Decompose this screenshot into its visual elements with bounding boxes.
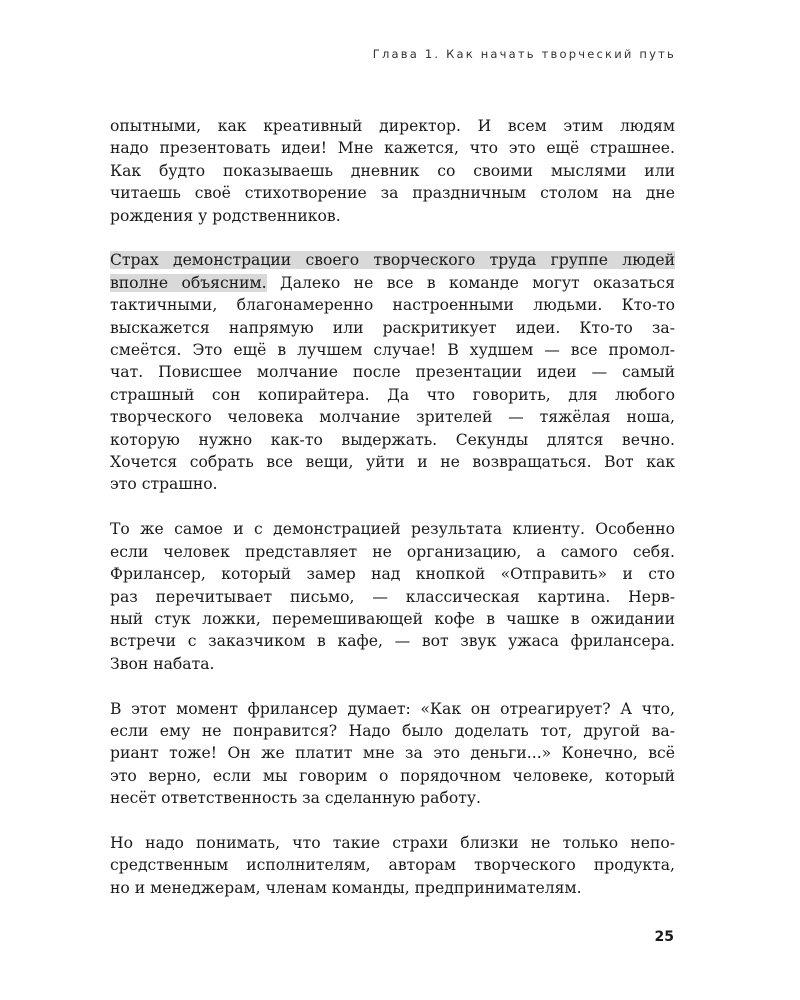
- body-text: [110, 115, 675, 922]
- text-line: если человек представляет не организацию, а самого себя.: [110, 542, 675, 561]
- text-line: это страшно.: [110, 475, 218, 494]
- highlighted-text: Страх демонстрации своего творческого труда группе людей: [110, 251, 675, 270]
- paragraph-4: [110, 698, 675, 810]
- text-line: риант тоже! Он же платит мне за это деньги...» Конечно, всё: [110, 744, 675, 763]
- text-line: выскажется напрямую или раскритикует идеи. Кто-то за-: [110, 318, 675, 337]
- text-line: несёт ответственность за сделанную работу.: [110, 789, 481, 808]
- text-line: если ему не понравится? Надо было доделать тот, другой ва-: [110, 721, 675, 740]
- paragraph-1: [110, 115, 675, 227]
- text-line: Хочется собрать все вещи, уйти и не возвращаться. Вот как: [110, 453, 675, 472]
- text-line: [110, 249, 675, 271]
- text-fragment: Далеко не все в команде могут оказаться: [266, 273, 676, 292]
- text-line: Фрилансер, который замер над кнопкой «Отправить» и сто: [110, 565, 675, 584]
- text-line: Как будто показываешь дневник со своими мыслями или: [110, 161, 675, 180]
- text-line: опытными, как креативный директор. И всем этим людям: [110, 117, 675, 135]
- text-line: ный стук ложки, перемешивающей кофе в чашке в ожидании: [110, 609, 675, 628]
- highlighted-text: вполне объясним.: [110, 273, 267, 292]
- paragraph-3: [110, 518, 675, 675]
- text-line: чат. Повисшее молчание после презентации идеи — самый: [110, 363, 675, 382]
- text-line: это верно, если мы говорим о порядочном человеке, который: [110, 766, 675, 785]
- text-line: которую нужно как-то выдержать. Секунды длятся вечно.: [110, 430, 675, 449]
- text-line: творческого человека молчание зрителей — тяжёлая ноша,: [110, 408, 675, 427]
- text-line: но и менеджерам, членам команды, предпринимателям.: [110, 878, 582, 897]
- text-line: То же самое и с демонстрацией результата клиенту. Особенно: [110, 520, 675, 539]
- running-head: Глава 1. Как начать творческий путь: [372, 47, 676, 61]
- text-line: смеётся. Это ещё в лучшем случае! В худшем — все промол-: [110, 341, 675, 360]
- text-line: Но надо понимать, что такие страхи близки не только непо-: [110, 833, 675, 852]
- paragraph-2: [110, 249, 675, 495]
- paragraph-5: [110, 832, 675, 899]
- text-line: раз перечитывает письмо, — классическая картина. Нерв-: [110, 587, 675, 606]
- text-line: средственным исполнителям, авторам творческого продукта,: [110, 856, 675, 875]
- text-line: Звон набата.: [110, 654, 215, 673]
- text-line: страшный сон копирайтера. Да что говорить, для любого: [110, 385, 675, 404]
- text-line: надо презентовать идеи! Мне кажется, что это ещё страшнее.: [110, 139, 675, 158]
- text-line: [110, 272, 675, 294]
- text-line: встречи с заказчиком в кафе, — вот звук ужаса фрилансера.: [110, 632, 675, 651]
- text-line: В этот момент фрилансер думает: «Как он отреагирует? А что,: [110, 699, 675, 718]
- text-line: рождения у родственников.: [110, 206, 341, 225]
- page-number: 25: [654, 929, 674, 945]
- text-line: читаешь своё стихотворение за праздничным столом на дне: [110, 184, 675, 203]
- text-line: тактичными, благонамеренно настроенными людьми. Кто-то: [110, 296, 675, 315]
